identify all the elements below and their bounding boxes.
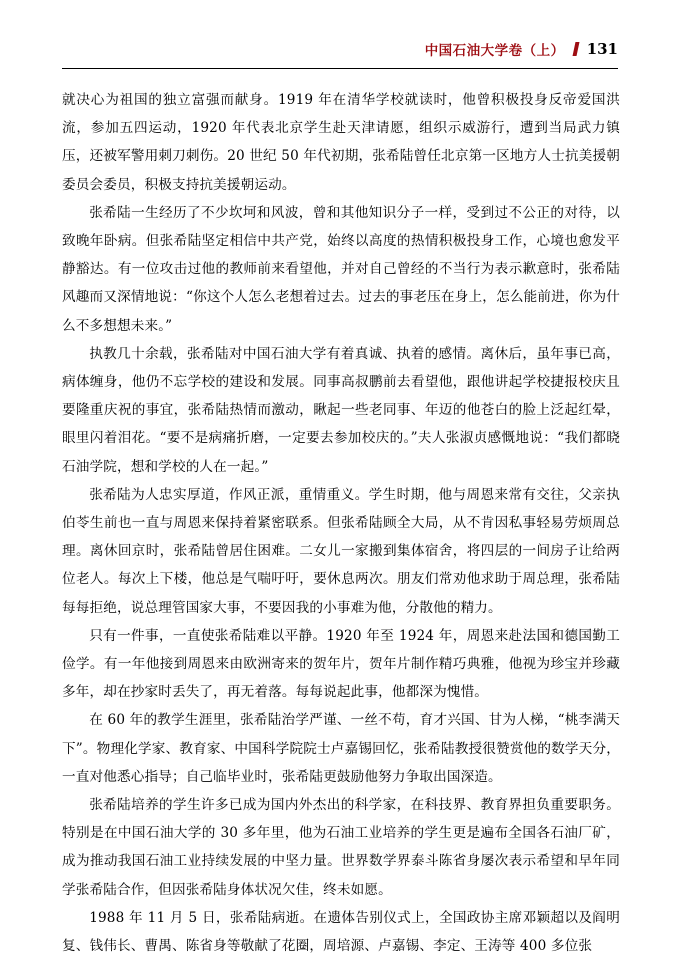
book-title: 中国石油大学卷（上）: [424, 43, 565, 59]
paragraph: 就决心为祖国的独立富强而献身。1919 年在清华学校就读时，他曾积极投身反帝爱国洪流，参加五四运动，1920 年代表北京学生赴天津请愿，组织示威游行，遭到当局武力镇压，还被军警用刺刀刺伤。20 世纪 50 年代初期，张希陆曾任北京第一区地方人士抗美援朝委员会委员，积极支持抗美援朝运动。: [62, 92, 620, 193]
page-header: [425, 38, 618, 60]
body-text: [62, 86, 620, 960]
paragraph: 张希陆培养的学生许多已成为国内外杰出的科学家，在科技界、教育界担负重要职务。特别是在中国石油大学的 30 多年里，他为石油工业培养的学生更是遍布全国各石油厂矿，成为推动我国石油工业持续发展的中坚力量。世界数学界泰斗陈省身屡次表示希望和早年同学张希陆合作，但因张希陆身体状况欠佳，终未如愿。: [62, 797, 620, 898]
vertical-bar-icon: [572, 42, 579, 56]
header-divider: [62, 68, 618, 69]
paragraph: 1988 年 11 月 5 日，张希陆病逝。在遗体告别仪式上，全国政协主席邓颖超以及阎明复、钱伟长、曹禺、陈省身等敬献了花圈，周培源、卢嘉锡、李定、王涛等 400 多位张: [62, 909, 620, 955]
paragraph: 在 60 年的教学生涯里，张希陆治学严谨、一丝不苟，育才兴国、甘为人梯，“桃李满天下”。物理化学家、教育家、中国科学院院士卢嘉锡回忆，张希陆教授很赞赏他的数学天分，一直对他悉心指导；自己临毕业时，张希陆更鼓励他努力争取出国深造。: [62, 712, 620, 785]
paragraph: 张希陆为人忠实厚道，作风正派，重情重义。学生时期，他与周恩来常有交往，父亲执伯苓生前也一直与周恩来保持着紧密联系。但张希陆顾全大局，从不肯因私事轻易劳烦周总理。离休回京时，张希陆曾居住困难。二女儿一家搬到集体宿舍，将四层的一间房子让给两位老人。每次上下楼，他总是气喘吁吁，要休息两次。朋友们常劝他求助于周总理，张希陆每每拒绝，说总理管国家大事，不要因我的小事难为他，分散他的精力。: [62, 486, 620, 616]
paragraph: 只有一件事，一直使张希陆难以平静。1920 年至 1924 年，周恩来赴法国和德国勤工俭学。有一年他接到周恩来由欧洲寄来的贺年片，贺年片制作精巧典雅，他视为珍宝并珍藏多年，却在抄家时丢失了，再无着落。每每说起此事，他都深为愧惜。: [62, 627, 620, 701]
page-number: 131: [586, 40, 618, 58]
paragraph: 张希陆一生经历了不少坎坷和风波，曾和其他知识分子一样，受到过不公正的对待，以致晚年卧病。但张希陆坚定相信中共产党，始终以高度的热情积极投身工作，心境也愈发平静豁达。有一位攻击过他的教师前来看望他，并对自己曾经的不当行为表示歉意时，张希陆风趣而又深情地说：“你这个人怎么老想着过去。过去的事老压在身上，怎么能前进，你为什么不多想想未来。”: [62, 204, 620, 334]
paragraph: 执教几十余载，张希陆对中国石油大学有着真诚、执着的感情。离休后，虽年事已高，病体缠身，他仍不忘学校的建设和发展。同事高叔鹏前去看望他，跟他讲起学校捷报校庆且要隆重庆祝的事宜，张希陆热情而激动，瞅起一些老同事、年迈的他苍白的脸上泛起红晕，眼里闪着泪花。“要不是病痛折磨，一定要去参加校庆的。”夫人张淑贞感慨地说：“我们都晓石油学院，想和学校的人在一起。”: [62, 345, 620, 475]
